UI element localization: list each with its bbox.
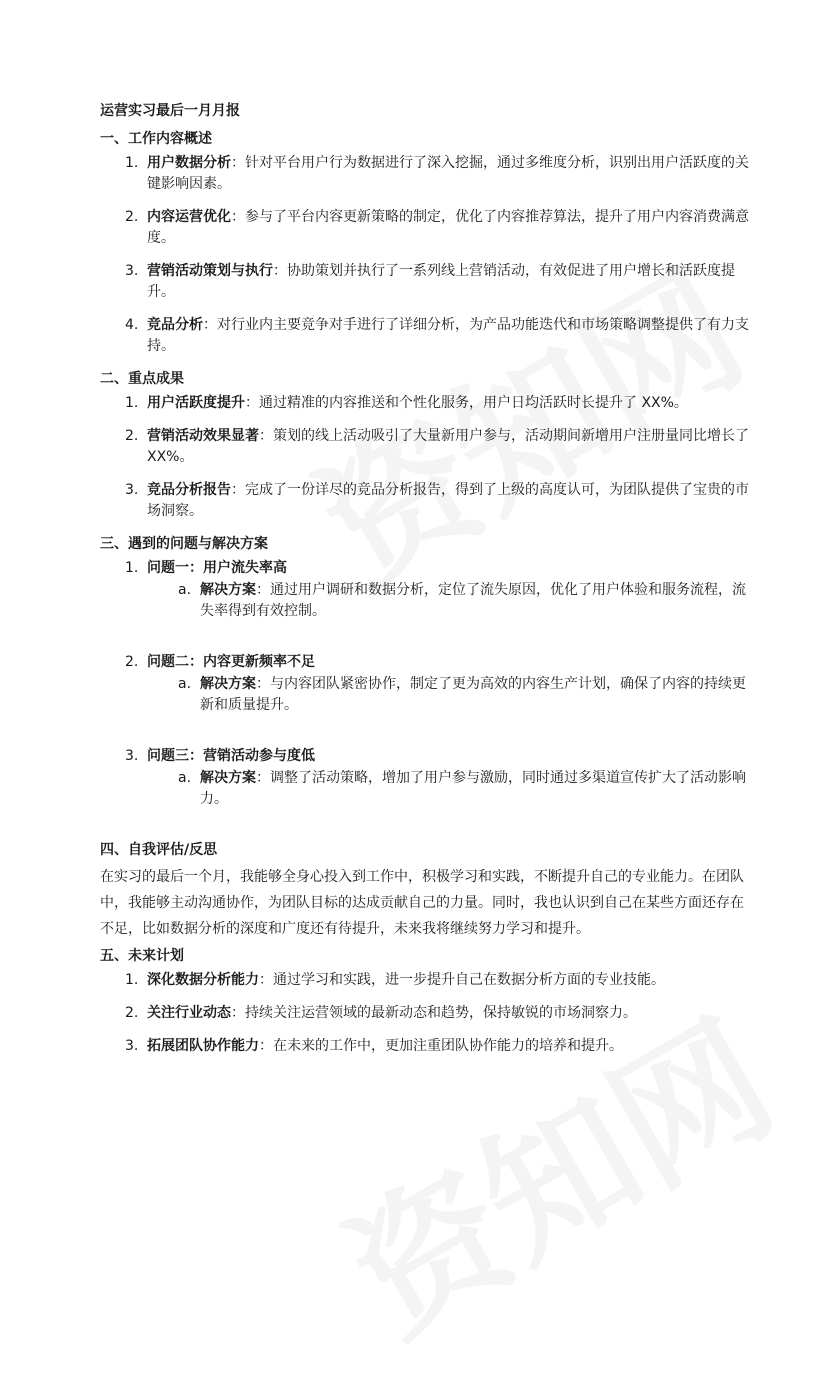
item-number: 3. <box>125 263 139 279</box>
list-item <box>100 261 750 303</box>
item-label: 竞品分析 <box>147 317 203 333</box>
item-text: ：针对平台用户行为数据进行了深入挖掘，通过多维度分析，识别出用户活跃度的关键影响因素。 <box>147 155 749 192</box>
item-label: 拓展团队协作能力 <box>147 1038 259 1054</box>
item-number: 3. <box>125 482 139 498</box>
item-label: 用户数据分析 <box>147 155 231 171</box>
list-item <box>100 1003 750 1024</box>
section-heading: 四、自我评估/反思 <box>100 842 218 858</box>
item-text: ：对行业内主要竞争对手进行了详细分析，为产品功能迭代和市场策略调整提供了有力支持。 <box>147 317 749 354</box>
list-item <box>100 1036 750 1057</box>
item-number: 2. <box>125 428 139 444</box>
item-number: 1. <box>125 560 139 576</box>
problem-label: 问题二：内容更新频率不足 <box>147 654 315 670</box>
section-heading: 五、未来计划 <box>100 948 184 964</box>
item-text: ：在未来的工作中，更加注重团队协作能力的培养和提升。 <box>259 1038 623 1054</box>
item-label: 营销活动效果显著 <box>147 428 259 444</box>
section-heading: 二、重点成果 <box>100 371 184 387</box>
item-label: 深化数据分析能力 <box>147 972 259 988</box>
item-number: 3. <box>125 1038 139 1054</box>
list-item <box>100 153 750 195</box>
solution-label: 解决方案 <box>200 770 256 786</box>
section-heading: 三、遇到的问题与解决方案 <box>100 536 268 552</box>
item-text: ：策划的线上活动吸引了大量新用户参与，活动期间新增用户注册量同比增长了 XX%。 <box>147 428 749 465</box>
list-item <box>100 970 750 991</box>
solution-label: 解决方案 <box>200 676 256 692</box>
sub-item <box>100 674 750 716</box>
section-list <box>100 393 750 522</box>
solution-label: 解决方案 <box>200 582 256 598</box>
item-text: ：协助策划并执行了一系列线上营销活动，有效促进了用户增长和活跃度提升。 <box>147 263 735 300</box>
document-title: 运营实习最后一月月报 <box>100 103 240 119</box>
item-number: 2. <box>125 1005 139 1021</box>
item-number: 1. <box>125 972 139 988</box>
solution-text: ：调整了活动策略，增加了用户参与激励，同时通过多渠道宣传扩大了活动影响力。 <box>200 770 746 807</box>
list-item <box>100 480 750 522</box>
list-item <box>100 207 750 249</box>
list-item <box>100 558 750 622</box>
sub-item <box>100 580 750 622</box>
sub-item <box>100 768 750 810</box>
section-heading: 一、工作内容概述 <box>100 131 212 147</box>
item-number: 3. <box>125 748 139 764</box>
item-text: ：参与了平台内容更新策略的制定，优化了内容推荐算法，提升了用户内容消费满意度。 <box>147 209 749 246</box>
item-label: 竞品分析报告 <box>147 482 231 498</box>
item-text: ：完成了一份详尽的竞品分析报告，得到了上级的高度认可，为团队提供了宝贵的市场洞察。 <box>147 482 749 519</box>
list-item <box>100 393 750 414</box>
solution-text: ：与内容团队紧密协作，制定了更为高效的内容生产计划，确保了内容的持续更新和质量提升。 <box>200 676 746 713</box>
item-text: ：持续关注运营领域的最新动态和趋势，保持敏锐的市场洞察力。 <box>231 1005 637 1021</box>
sub-item-number: a. <box>178 582 192 598</box>
item-number: 2. <box>125 654 139 670</box>
list-item <box>100 746 750 810</box>
section-list <box>100 153 750 357</box>
item-number: 1. <box>125 395 139 411</box>
list-item <box>100 315 750 357</box>
reflection-paragraph: 在实习的最后一个月，我能够全身心投入到工作中，积极学习和实践，不断提升自己的专业能力。在团队中，我能够主动沟通协作，为团队目标的达成贡献自己的力量。同时，我也认识到自己在某些方面还存在不足，比如数据分析的深度和广度还有待提升，未来我将继续努力学习和提升。 <box>100 869 744 937</box>
document-body <box>100 101 750 1069</box>
item-number: 2. <box>125 209 139 225</box>
item-label: 用户活跃度提升 <box>147 395 245 411</box>
sub-item-number: a. <box>178 676 192 692</box>
solution-text: ：通过用户调研和数据分析，定位了流失原因，优化了用户体验和服务流程，流失率得到有效控制。 <box>200 582 746 619</box>
problem-label: 问题三：营销活动参与度低 <box>147 748 315 764</box>
item-text: ：通过精准的内容推送和个性化服务，用户日均活跃时长提升了 XX%。 <box>245 395 688 411</box>
item-number: 1. <box>125 155 139 171</box>
section-list <box>100 558 750 810</box>
item-label: 关注行业动态 <box>147 1005 231 1021</box>
item-number: 4. <box>125 317 139 333</box>
problem-label: 问题一：用户流失率高 <box>147 560 287 576</box>
list-item <box>100 652 750 716</box>
list-item <box>100 426 750 468</box>
item-label: 营销活动策划与执行 <box>147 263 273 279</box>
section-list <box>100 970 750 1057</box>
item-label: 内容运营优化 <box>147 209 231 225</box>
sub-item-number: a. <box>178 770 192 786</box>
item-text: ：通过学习和实践，进一步提升自己在数据分析方面的专业技能。 <box>259 972 665 988</box>
